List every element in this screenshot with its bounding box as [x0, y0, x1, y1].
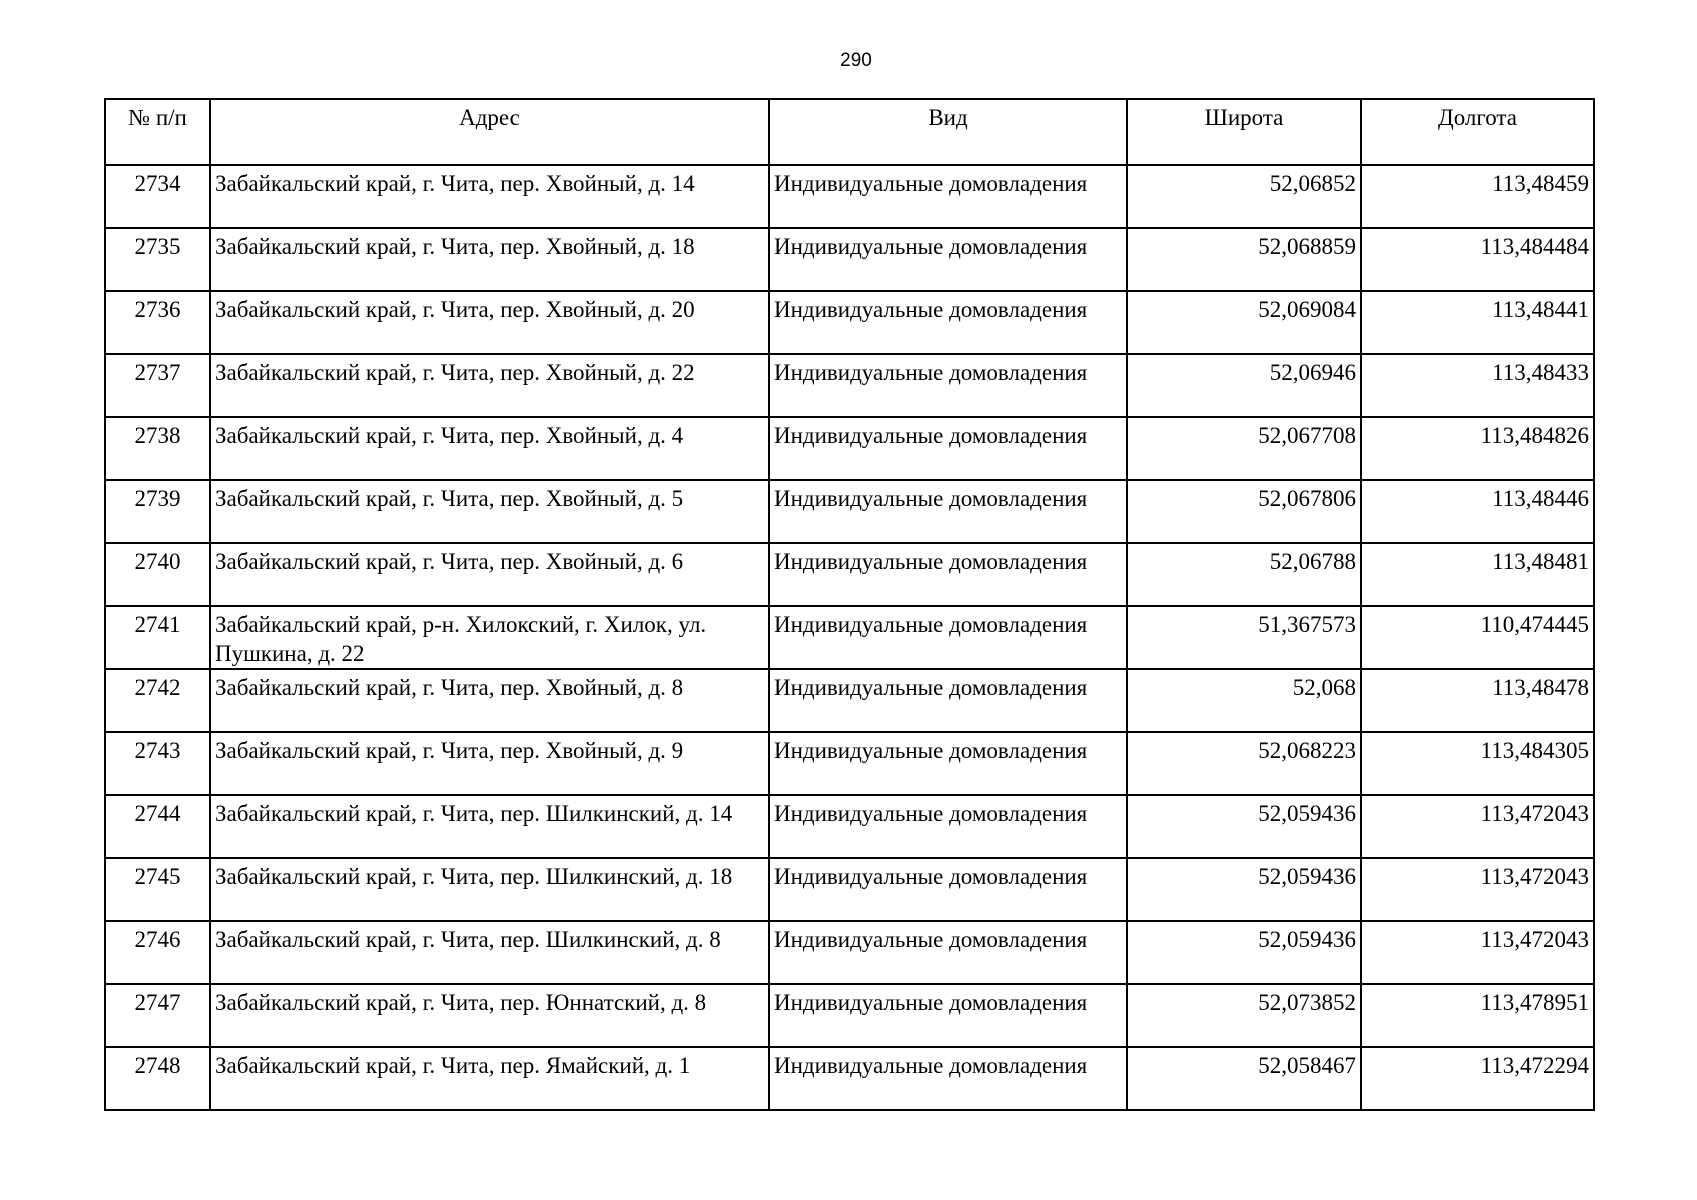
- table-row: [105, 858, 1594, 921]
- cell-longitude: 113,48478: [1361, 669, 1594, 732]
- cell-longitude: 113,48481: [1361, 543, 1594, 606]
- cell-longitude: 110,474445: [1361, 606, 1594, 669]
- header-number: № п/п: [105, 99, 210, 165]
- cell-latitude: 51,367573: [1127, 606, 1361, 669]
- cell-address: Забайкальский край, г. Чита, пер. Шилкинский, д. 14: [210, 795, 769, 858]
- cell-number: 2748: [105, 1047, 210, 1110]
- cell-longitude: 113,48446: [1361, 480, 1594, 543]
- cell-longitude: 113,48433: [1361, 354, 1594, 417]
- cell-number: 2746: [105, 921, 210, 984]
- cell-latitude: 52,059436: [1127, 921, 1361, 984]
- cell-type: Индивидуальные домовладения: [769, 921, 1127, 984]
- cell-address: Забайкальский край, г. Чита, пер. Шилкинский, д. 18: [210, 858, 769, 921]
- address-table: [104, 98, 1595, 1111]
- cell-type: Индивидуальные домовладения: [769, 984, 1127, 1047]
- cell-latitude: 52,068: [1127, 669, 1361, 732]
- table-row: [105, 480, 1594, 543]
- table-row: [105, 543, 1594, 606]
- table-body: [105, 165, 1594, 1110]
- cell-type: Индивидуальные домовладения: [769, 858, 1127, 921]
- cell-number: 2744: [105, 795, 210, 858]
- cell-latitude: 52,059436: [1127, 795, 1361, 858]
- cell-latitude: 52,067708: [1127, 417, 1361, 480]
- cell-number: 2736: [105, 291, 210, 354]
- cell-address: Забайкальский край, г. Чита, пер. Хвойный, д. 8: [210, 669, 769, 732]
- cell-longitude: 113,484484: [1361, 228, 1594, 291]
- cell-latitude: 52,068223: [1127, 732, 1361, 795]
- cell-number: 2747: [105, 984, 210, 1047]
- cell-latitude: 52,073852: [1127, 984, 1361, 1047]
- cell-type: Индивидуальные домовладения: [769, 354, 1127, 417]
- cell-longitude: 113,472294: [1361, 1047, 1594, 1110]
- cell-longitude: 113,472043: [1361, 858, 1594, 921]
- cell-type: Индивидуальные домовладения: [769, 291, 1127, 354]
- table-row: [105, 228, 1594, 291]
- cell-address: Забайкальский край, г. Чита, пер. Хвойный, д. 14: [210, 165, 769, 228]
- cell-latitude: 52,06852: [1127, 165, 1361, 228]
- cell-type: Индивидуальные домовладения: [769, 543, 1127, 606]
- cell-number: 2745: [105, 858, 210, 921]
- cell-type: Индивидуальные домовладения: [769, 417, 1127, 480]
- cell-address: Забайкальский край, г. Чита, пер. Хвойный, д. 18: [210, 228, 769, 291]
- cell-longitude: 113,484305: [1361, 732, 1594, 795]
- cell-longitude: 113,472043: [1361, 795, 1594, 858]
- cell-latitude: 52,069084: [1127, 291, 1361, 354]
- cell-latitude: 52,058467: [1127, 1047, 1361, 1110]
- cell-address: Забайкальский край, г. Чита, пер. Юннатский, д. 8: [210, 984, 769, 1047]
- cell-address: Забайкальский край, г. Чита, пер. Хвойный, д. 6: [210, 543, 769, 606]
- table-row: [105, 921, 1594, 984]
- cell-longitude: 113,48441: [1361, 291, 1594, 354]
- cell-type: Индивидуальные домовладения: [769, 795, 1127, 858]
- cell-address: Забайкальский край, г. Чита, пер. Ямайский, д. 1: [210, 1047, 769, 1110]
- cell-longitude: 113,472043: [1361, 921, 1594, 984]
- cell-latitude: 52,06788: [1127, 543, 1361, 606]
- cell-latitude: 52,059436: [1127, 858, 1361, 921]
- cell-type: Индивидуальные домовладения: [769, 228, 1127, 291]
- table-header-row: [105, 99, 1594, 165]
- cell-number: 2740: [105, 543, 210, 606]
- cell-number: 2739: [105, 480, 210, 543]
- header-latitude: Широта: [1127, 99, 1361, 165]
- header-address: Адрес: [210, 99, 769, 165]
- table-row: [105, 417, 1594, 480]
- table-row: [105, 732, 1594, 795]
- table-row: [105, 291, 1594, 354]
- cell-address: Забайкальский край, г. Чита, пер. Хвойный, д. 5: [210, 480, 769, 543]
- cell-type: Индивидуальные домовладения: [769, 732, 1127, 795]
- page-number: 290: [840, 50, 872, 71]
- cell-number: 2735: [105, 228, 210, 291]
- cell-longitude: 113,48459: [1361, 165, 1594, 228]
- cell-address: Забайкальский край, г. Чита, пер. Хвойный, д. 4: [210, 417, 769, 480]
- cell-latitude: 52,068859: [1127, 228, 1361, 291]
- cell-longitude: 113,478951: [1361, 984, 1594, 1047]
- cell-address: Забайкальский край, г. Чита, пер. Хвойный, д. 22: [210, 354, 769, 417]
- cell-type: Индивидуальные домовладения: [769, 165, 1127, 228]
- table-row: [105, 354, 1594, 417]
- cell-type: Индивидуальные домовладения: [769, 480, 1127, 543]
- table-row: [105, 795, 1594, 858]
- cell-longitude: 113,484826: [1361, 417, 1594, 480]
- header-longitude: Долгота: [1361, 99, 1594, 165]
- cell-type: Индивидуальные домовладения: [769, 606, 1127, 669]
- table-row: [105, 984, 1594, 1047]
- table-row: [105, 606, 1594, 669]
- cell-address: Забайкальский край, г. Чита, пер. Хвойный, д. 9: [210, 732, 769, 795]
- table-row: [105, 1047, 1594, 1110]
- cell-address: Забайкальский край, г. Чита, пер. Хвойный, д. 20: [210, 291, 769, 354]
- table-row: [105, 165, 1594, 228]
- cell-number: 2742: [105, 669, 210, 732]
- table-row: [105, 669, 1594, 732]
- cell-address: Забайкальский край, г. Чита, пер. Шилкинский, д. 8: [210, 921, 769, 984]
- cell-latitude: 52,067806: [1127, 480, 1361, 543]
- cell-number: 2743: [105, 732, 210, 795]
- cell-type: Индивидуальные домовладения: [769, 1047, 1127, 1110]
- cell-number: 2738: [105, 417, 210, 480]
- cell-type: Индивидуальные домовладения: [769, 669, 1127, 732]
- cell-number: 2734: [105, 165, 210, 228]
- header-type: Вид: [769, 99, 1127, 165]
- cell-latitude: 52,06946: [1127, 354, 1361, 417]
- cell-address: Забайкальский край, р-н. Хилокский, г. Хилок, ул. Пушкина, д. 22: [210, 606, 769, 669]
- cell-number: 2737: [105, 354, 210, 417]
- cell-number: 2741: [105, 606, 210, 669]
